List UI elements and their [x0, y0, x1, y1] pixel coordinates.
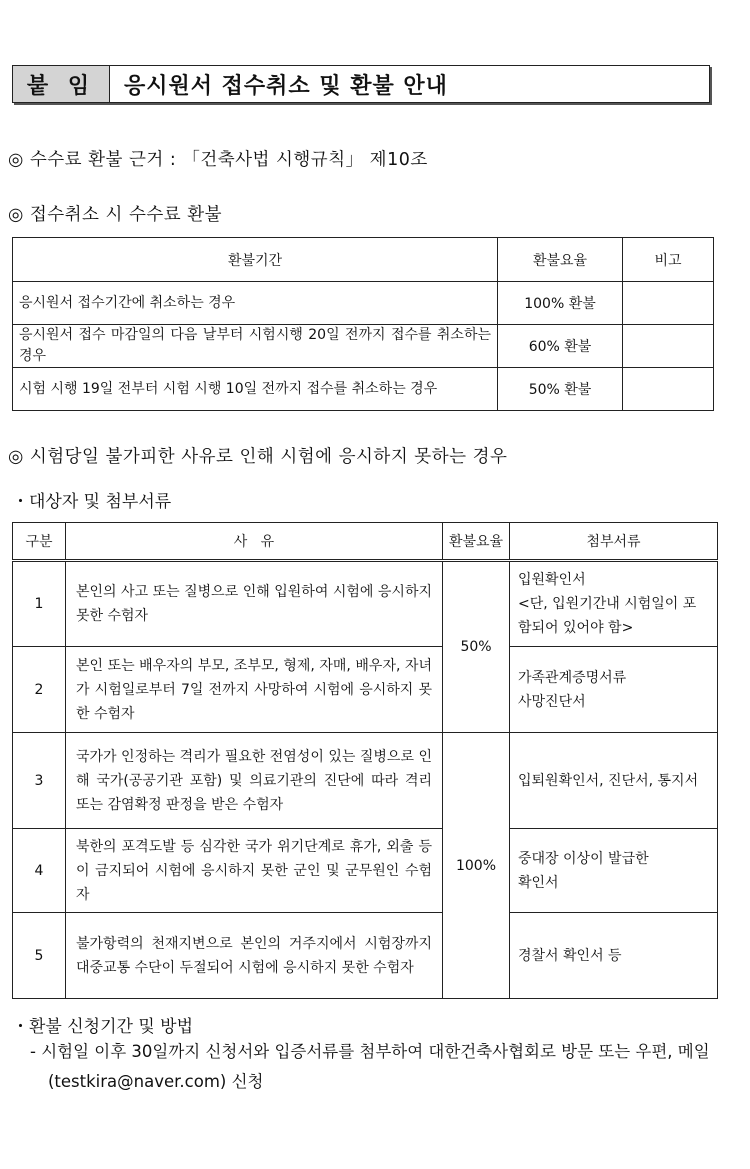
header-category: 구분 [13, 523, 66, 561]
note-cell [623, 368, 714, 411]
rate-cell: 60% 환불 [498, 325, 623, 368]
header-note: 비고 [623, 238, 714, 282]
case-reason: 본인의 사고 또는 질병으로 인해 입원하여 시험에 응시하지 못한 수험자 [66, 561, 443, 647]
attachment-tag: 붙 임 [13, 66, 110, 102]
document-title: 응시원서 접수취소 및 환불 안내 [124, 73, 448, 99]
header-documents: 첨부서류 [510, 523, 718, 561]
case-reason: 북한의 포격도발 등 심각한 국가 위기단계로 휴가, 외출 등이 금지되어 시험에 응시하지 못한 군인 및 군무원인 수험자 [66, 829, 443, 913]
case-reason: 본인 또는 배우자의 부모, 조부모, 형제, 자매, 배우자, 자녀가 시험일로부터 7일 전까지 사망하여 시험에 응시하지 못한 수험자 [66, 647, 443, 733]
header-refund-rate: 환불요율 [443, 523, 510, 561]
refund-basis-heading: ◎ 수수료 환불 근거 : 「건축사법 시행규칙」 제10조 [8, 150, 428, 170]
rate-group-50: 50% [443, 561, 510, 733]
table-row [13, 561, 718, 647]
case-documents: 입퇴원확인서, 진단서, 통지서 [510, 733, 718, 829]
period-cell: 응시원서 접수 마감일의 다음 날부터 시험시행 20일 전까지 접수를 취소하는 경우 [13, 325, 498, 368]
case-documents: 입원확인서 <단, 입원기간내 시험일이 포함되어 있어야 함> [510, 561, 718, 647]
note-cell [623, 325, 714, 368]
cases-table [12, 522, 718, 999]
rate-cell: 100% 환불 [498, 282, 623, 325]
case-documents: 가족관계증명서류 사망진단서 [510, 647, 718, 733]
table-row [13, 829, 718, 913]
header-period: 환불기간 [13, 238, 498, 282]
case-number: 5 [13, 913, 66, 999]
table-row [13, 733, 718, 829]
case-reason: 국가가 인정하는 격리가 필요한 전염성이 있는 질병으로 인해 국가(공공기관 포함) 및 의료기관의 진단에 따라 격리 또는 감염확정 판정을 받은 수험자 [66, 733, 443, 829]
refund-method-subheading: ・환불 신청기간 및 방법 [12, 1017, 194, 1037]
case-number: 2 [13, 647, 66, 733]
note-cell [623, 282, 714, 325]
eligible-docs-subheading: ・대상자 및 첨부서류 [12, 492, 172, 512]
period-cell: 응시원서 접수기간에 취소하는 경우 [13, 282, 498, 325]
table-row [13, 368, 714, 411]
table-row [13, 282, 714, 325]
case-number: 3 [13, 733, 66, 829]
refund-method-text: - 시험일 이후 30일까지 신청서와 입증서류를 첨부하여 대한건축사협회로 방문 또는 우편, 메일(testkira@naver.com) 신청 [30, 1042, 710, 1091]
cancel-refund-heading: ◎ 접수취소 시 수수료 환불 [8, 205, 223, 225]
refund-rate-table [12, 237, 714, 411]
period-cell: 시험 시행 19일 전부터 시험 시행 10일 전까지 접수를 취소하는 경우 [13, 368, 498, 411]
header-rate: 환불요율 [498, 238, 623, 282]
attachment-title-box [12, 65, 710, 103]
case-number: 1 [13, 561, 66, 647]
case-documents: 경찰서 확인서 등 [510, 913, 718, 999]
table-header-row [13, 238, 714, 282]
case-number: 4 [13, 829, 66, 913]
case-reason: 불가항력의 천재지변으로 본인의 거주지에서 시험장까지 대중교통 수단이 두절되어 시험에 응시하지 못한 수험자 [66, 913, 443, 999]
rate-group-100: 100% [443, 733, 510, 999]
table-row [13, 647, 718, 733]
header-reason: 사 유 [66, 523, 443, 561]
exam-day-heading: ◎ 시험당일 불가피한 사유로 인해 시험에 응시하지 못하는 경우 [8, 447, 508, 467]
case-documents: 중대장 이상이 발급한 확인서 [510, 829, 718, 913]
table-row [13, 913, 718, 999]
rate-cell: 50% 환불 [498, 368, 623, 411]
table-row [13, 325, 714, 368]
table-header-row [13, 523, 718, 561]
